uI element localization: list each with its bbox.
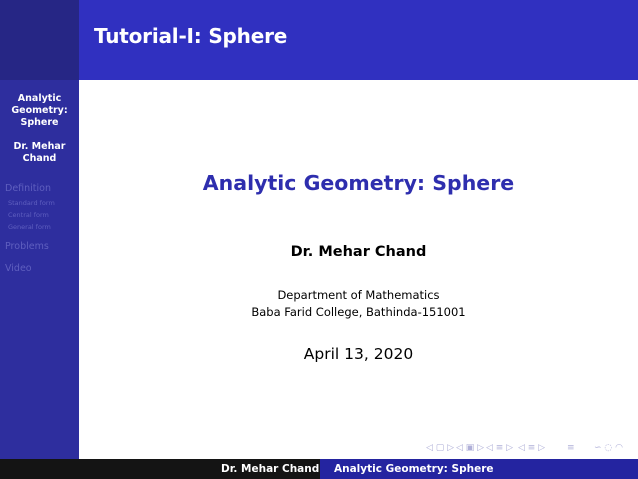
sidebar-author-line[interactable]: Chand bbox=[22, 153, 57, 164]
presentation-date: April 13, 2020 bbox=[303, 345, 414, 363]
sidebar-item-problems[interactable]: Problems bbox=[5, 241, 49, 252]
sidebar-item-definition[interactable]: Definition bbox=[5, 183, 52, 194]
sidebar-item-video[interactable]: Video bbox=[5, 263, 32, 274]
footer-title[interactable]: Analytic Geometry: Sphere bbox=[334, 463, 494, 475]
nav-frame-icon[interactable]: ◁ ▢ ▷ bbox=[426, 443, 455, 453]
institute-line: Department of Mathematics bbox=[277, 288, 440, 302]
frame-title: Tutorial-I: Sphere bbox=[94, 24, 288, 48]
sidebar-item-general-form[interactable]: General form bbox=[8, 223, 51, 231]
sidebar-title-line[interactable]: Geometry: bbox=[11, 105, 68, 116]
sidebar-title-line[interactable]: Analytic bbox=[17, 93, 62, 104]
nav-section-icon[interactable]: ◁ ≡ ▷ bbox=[486, 443, 514, 453]
sidebar-item-standard-form[interactable]: Standard form bbox=[8, 199, 55, 207]
nav-align-icon[interactable]: ≡ bbox=[567, 443, 575, 453]
footer-author[interactable]: Dr. Mehar Chand bbox=[221, 463, 320, 475]
nav-document-icon[interactable]: ◁ ≡ ▷ bbox=[518, 443, 546, 453]
presentation-author: Dr. Mehar Chand bbox=[290, 244, 427, 260]
nav-search-icon[interactable]: ∽ ◌ ◠ bbox=[594, 443, 623, 453]
sidebar-item-central-form[interactable]: Central form bbox=[8, 211, 49, 219]
nav-subsection-icon[interactable]: ◁ ▣ ▷ bbox=[456, 443, 485, 453]
sidebar-author-line[interactable]: Dr. Mehar bbox=[13, 141, 66, 152]
sidebar-header bbox=[0, 0, 79, 80]
presentation-title: Analytic Geometry: Sphere bbox=[202, 171, 515, 195]
institute-line: Baba Farid College, Bathinda-151001 bbox=[251, 305, 466, 319]
sidebar-title-line[interactable]: Sphere bbox=[20, 117, 59, 128]
